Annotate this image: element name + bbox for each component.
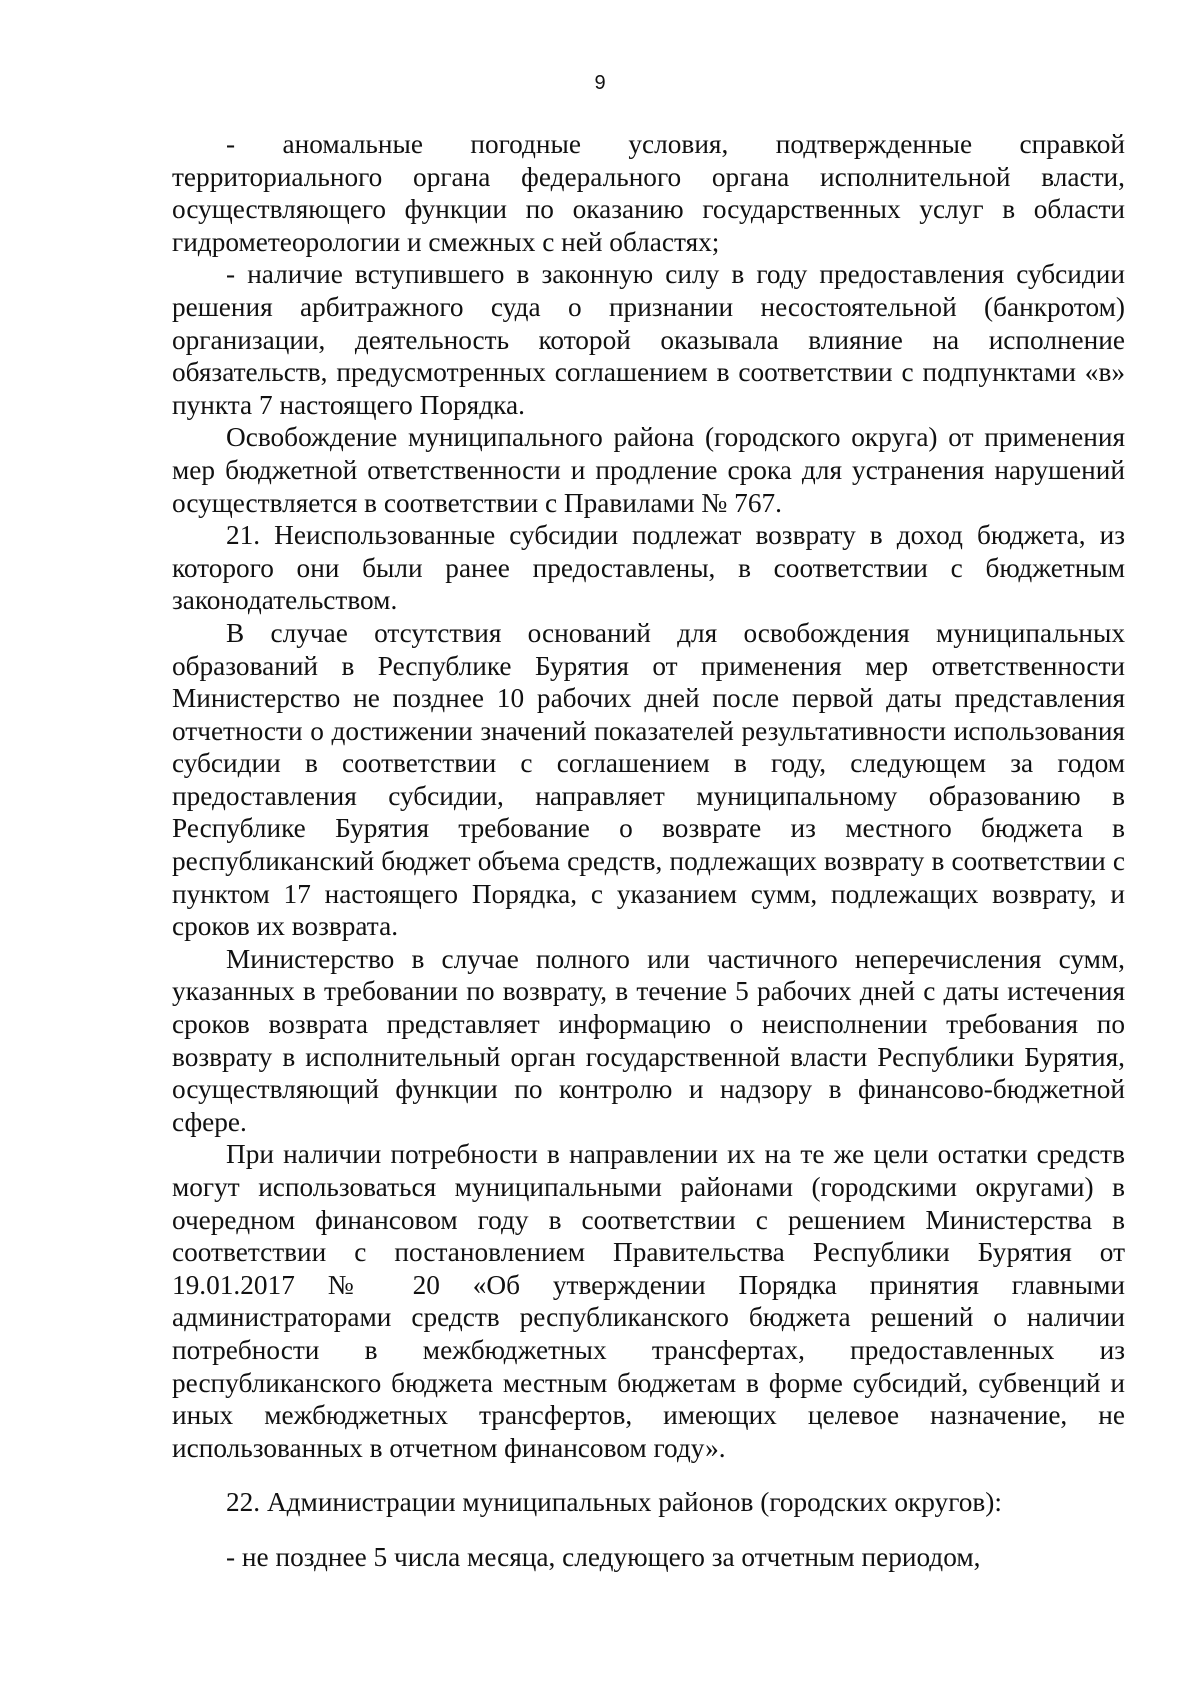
paragraph-anomalous-weather: - аномальные погодные условия, подтвержденные справкой территориального органа федерального органа исполнительной власти, осуществляющего функции по оказанию государственных услуг в области гидрометеорологии и смежных с ней областях; (172, 129, 1125, 257)
paragraph-exemption: Освобождение муниципального района (городского округа) от применения мер бюджетной ответственности и продление срока для устранения нарушений осуществляется в соответствии с Правилами № 767. (172, 422, 1125, 518)
paragraph-item-22: 22. Администрации муниципальных районов (городских округов): (226, 1487, 1002, 1518)
paragraph-bankruptcy-decision: - наличие вступившего в законную силу в году предоставления субсидии решения арбитражного суда о признании несостоятельной (банкротом) организации, деятельность которой оказывала влияние на исполнение обязательств, предусмотренных соглашением в соответствии с подпунктами «в» пункта 7 настоящего Порядка. (172, 259, 1125, 420)
paragraph-deadline: - не позднее 5 числа месяца, следующего за отчетным периодом, (226, 1541, 981, 1572)
document-body (172, 128, 1125, 1574)
paragraph-refund-requirement: В случае отсутствия оснований для освобождения муниципальных образований в Республике Бурятия от применения мер ответственности Министерство не позднее 10 рабочих дней после первой даты представления отчетности о достижении значений показателей результативности использования субсидии в соответствии с соглашением в году, следующем за годом предоставления субсидии, направляет муниципальному образованию в Республике Бурятия требование о возврате из местного бюджета в республиканский бюджет объема средств, подлежащих возврату в соответствии с пунктом 17 настоящего Порядка, с указанием сумм, подлежащих возврату, и сроков их возврата. (172, 617, 1125, 942)
paragraph-ministry-notice: Министерство в случае полного или частичного неперечисления сумм, указанных в требовании по возврату, в течение 5 рабочих дней с даты истечения сроков возврата представляет информацию о неисполнении требования по возврату в исполнительный орган государственной власти Республики Бурятия, осуществляющий функции по контролю и надзору в финансово-бюджетной сфере. (172, 943, 1125, 1137)
page-number: 9 (594, 72, 606, 94)
paragraph-remaining-funds: При наличии потребности в направлении их на те же цели остатки средств могут использоваться муниципальными районами (городскими округами) в очередном финансовом году в соответствии с решением Министерства в соответствии с постановлением Правительства Республики Бурятия от 19.01.2017 № 20 «Об утверждении Порядка принятия главными администраторами средств республиканского бюджета решений о наличии потребности в межбюджетных трансфертах, предоставленных из республиканского бюджета местным бюджетам в форме субсидий, субвенций и иных межбюджетных трансфертов, имеющих целевое назначение, не использованных в отчетном финансовом году». (172, 1139, 1125, 1463)
paragraph-item-21: 21. Неиспользованные субсидии подлежат возврату в доход бюджета, из которого они были ранее предоставлены, в соответствии с бюджетным законодательством. (172, 520, 1125, 616)
